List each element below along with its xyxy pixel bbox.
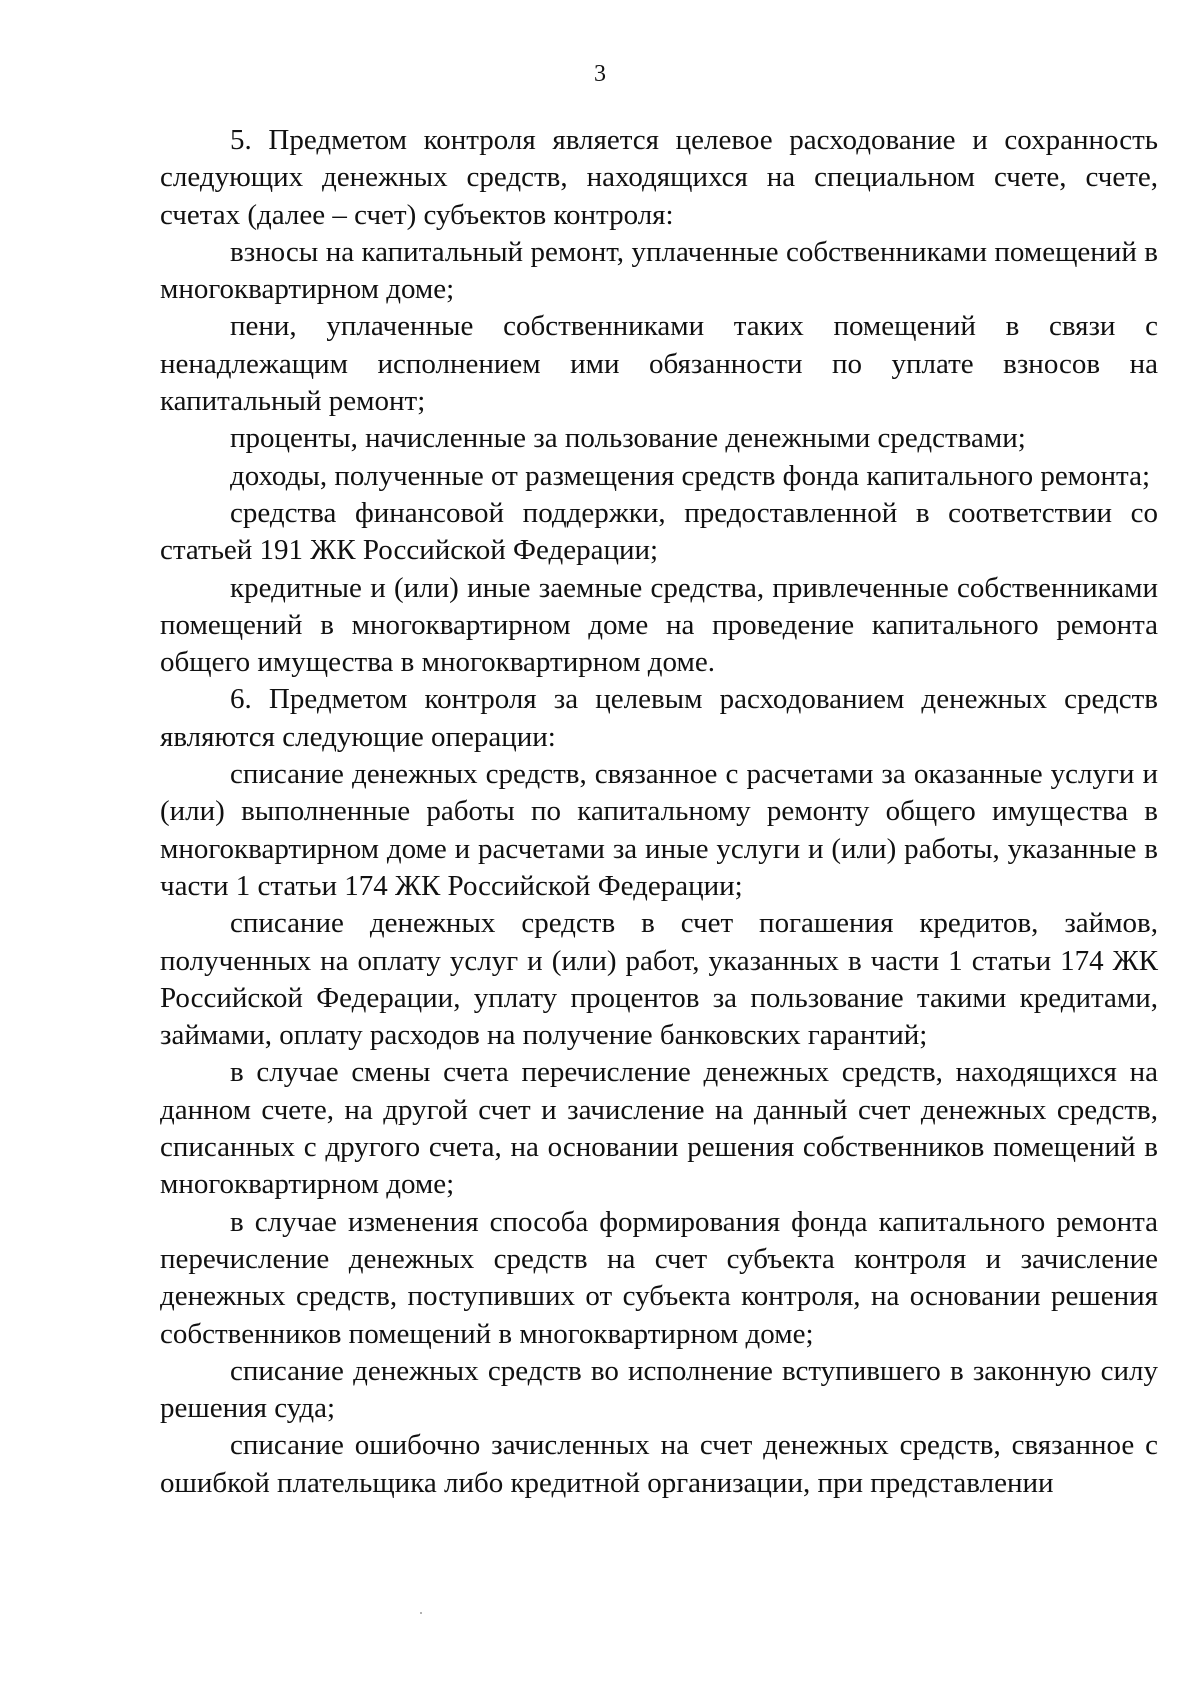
document-body [160, 122, 1158, 1502]
paragraph-fund-method-change: в случае изменения способа формирования фонда капитального ремонта перечисление денежных средств на счет субъекта контроля и зачисление денежных средств, поступивших от субъекта контроля, на основании решения собственников помещений в многоквартирном доме; [160, 1205, 1158, 1350]
page-number: 3 [594, 61, 606, 87]
paragraph-penalties: пени, уплаченные собственниками таких помещений в связи с ненадлежащим исполнением ими обязанности по уплате взносов на капитальный ремонт; [160, 310, 1158, 418]
scan-speck [420, 1612, 422, 1614]
paragraph-6-intro: 6. Предметом контроля за целевым расходованием денежных средств являются следующие операции: [160, 683, 1158, 753]
paragraph-interest: проценты, начисленные за пользование денежными средствами; [230, 422, 1026, 455]
paragraph-erroneous-credit: списание ошибочно зачисленных на счет денежных средств, связанное с ошибкой плательщика либо кредитной организации, при представлении [160, 1429, 1158, 1499]
paragraph-5-intro: 5. Предметом контроля является целевое расходование и сохранность следующих денежных средств, находящихся на специальном счете, счете, счетах (далее – счет) субъектов контроля: [160, 124, 1158, 231]
paragraph-account-change: в случае смены счета перечисление денежных средств, находящихся на данном счете, на другой счет и зачисление на данный счет денежных средств, списанных с другого счета, на основании решения собственников помещений в многоквартирном доме; [160, 1056, 1158, 1201]
paragraph-capital-repair-contributions: взносы на капитальный ремонт, уплаченные собственниками помещений в многоквартирном доме; [160, 235, 1158, 306]
paragraph-fund-income: доходы, полученные от размещения средств фонда капитального ремонта; [230, 459, 1151, 492]
paragraph-services-payment: списание денежных средств, связанное с расчетами за оказанные услуги и (или) выполненные работы по капитальному ремонту общего имущества в многоквартирном доме и расчетами за иные услуги и (или) работы, указанные в части 1 статьи 174 ЖК Российской Федерации; [160, 758, 1158, 902]
paragraph-financial-support: средства финансовой поддержки, предоставленной в соответствии со статьей 191 ЖК Российской Федерации; [160, 496, 1158, 567]
paragraph-court-decision: списание денежных средств во исполнение вступившего в законную силу решения суда; [160, 1354, 1158, 1425]
paragraph-borrowed-funds: кредитные и (или) иные заемные средства, привлеченные собственниками помещений в многоквартирном доме на проведение капитального ремонта общего имущества в многоквартирном доме. [160, 571, 1158, 679]
paragraph-loan-repayment: списание денежных средств в счет погашения кредитов, займов, полученных на оплату услуг и (или) работ, указанных в части 1 статьи 174 ЖК Российской Федерации, уплату процентов за пользование такими кредитами, займами, оплату расходов на получение банковских гарантий; [160, 907, 1158, 1052]
